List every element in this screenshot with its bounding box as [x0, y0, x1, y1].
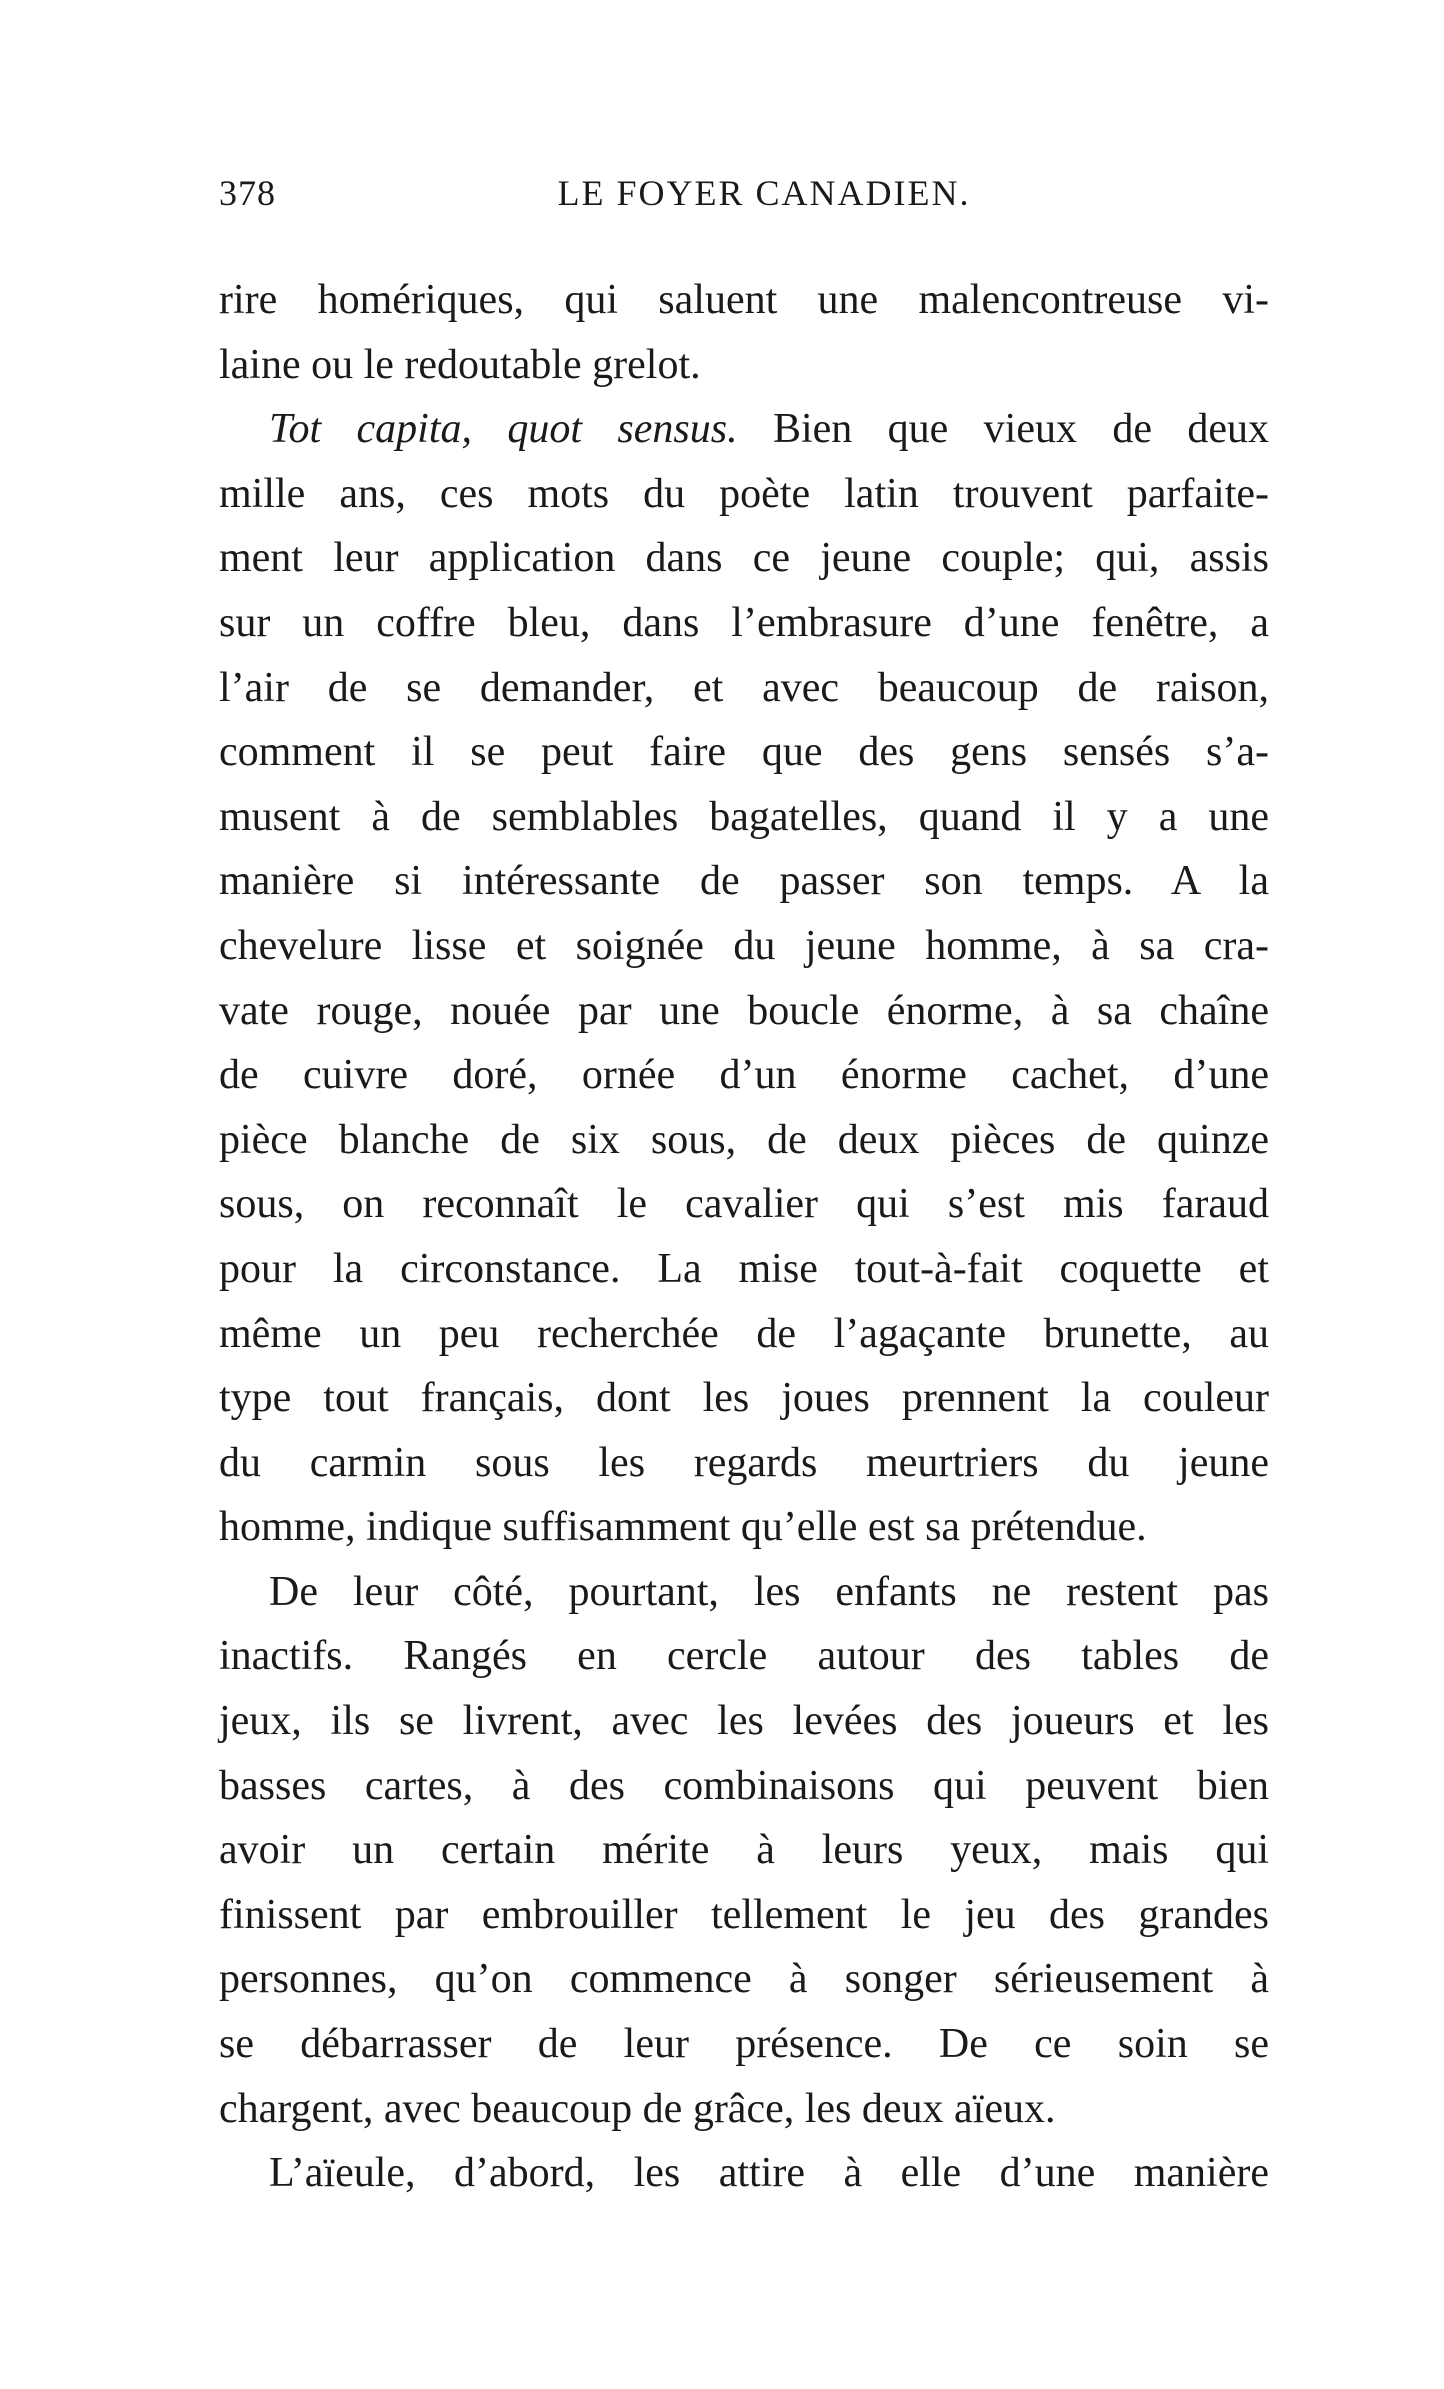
text-line: mille ans, ces mots du poète latin trouvent parfaite- [219, 470, 1269, 517]
body-text [219, 268, 1269, 2206]
text-line: du carmin sous les regards meurtriers du jeune [219, 1439, 1269, 1486]
text-line: finissent par embrouiller tellement le jeu des grandes [219, 1891, 1269, 1938]
text-line: vate rouge, nouée par une boucle énorme, à sa chaîne [219, 987, 1269, 1034]
text-line: l’air de se demander, et avec beaucoup de raison, [219, 664, 1269, 711]
text-line: manière si intéressante de passer son temps. A la [219, 858, 1269, 905]
text-line: ment leur application dans ce jeune couple; qui, assis [219, 535, 1269, 582]
text-line: jeux, ils se livrent, avec les levées des joueurs et les [219, 1698, 1269, 1745]
text-line: personnes, qu’on commence à songer sérieusement à [219, 1956, 1269, 2003]
text-line: chargent, avec beaucoup de grâce, les deux aïeux. [219, 2085, 1056, 2132]
text-line: basses cartes, à des combinaisons qui peuvent bien [219, 1762, 1269, 1809]
text-line: chevelure lisse et soignée du jeune homme, à sa cra- [219, 922, 1269, 969]
text-line: inactifs. Rangés en cercle autour des tables de [219, 1633, 1269, 1680]
running-head [219, 172, 1269, 228]
text-line: homme, indique suffisamment qu’elle est sa prétendue. [219, 1504, 1147, 1551]
text-line: comment il se peut faire que des gens sensés s’a- [219, 729, 1269, 776]
text-line: avoir un certain mérite à leurs yeux, mais qui [219, 1827, 1269, 1874]
text-line: pour la circonstance. La mise tout-à-fait coquette et [219, 1245, 1269, 1292]
text-line: L’aïeule, d’abord, les attire à elle d’une manière [269, 2150, 1269, 2197]
text-line: même un peu recherchée de l’agaçante brunette, au [219, 1310, 1269, 1357]
text-line-rest: Bien que vieux de deux [772, 406, 1270, 453]
text-line: pièce blanche de six sous, de deux pièces de quinze [219, 1116, 1269, 1163]
text-line: De leur côté, pourtant, les enfants ne restent pas [269, 1568, 1269, 1615]
text-line: de cuivre doré, ornée d’un énorme cachet, d’une [219, 1052, 1269, 1099]
text-line: rire homériques, qui saluent une malencontreuse vi- [219, 277, 1269, 323]
text-line: musent à de semblables bagatelles, quand il y a une [219, 793, 1269, 840]
running-title: LE FOYER CANADIEN. [557, 173, 971, 213]
text-line: type tout français, dont les joues prennent la couleur [219, 1375, 1269, 1422]
text-line: laine ou le redoutable grelot. [219, 341, 701, 388]
latin-quote: Tot capita, quot sensus. [269, 406, 738, 453]
text-line: sous, on reconnaît le cavalier qui s’est mis faraud [219, 1181, 1269, 1228]
text-line: se débarrasser de leur présence. De ce soin se [219, 2021, 1269, 2068]
text-line [219, 397, 1269, 462]
page-number: 378 [219, 173, 276, 213]
text-line: sur un coffre bleu, dans l’embrasure d’une fenêtre, a [219, 599, 1269, 646]
